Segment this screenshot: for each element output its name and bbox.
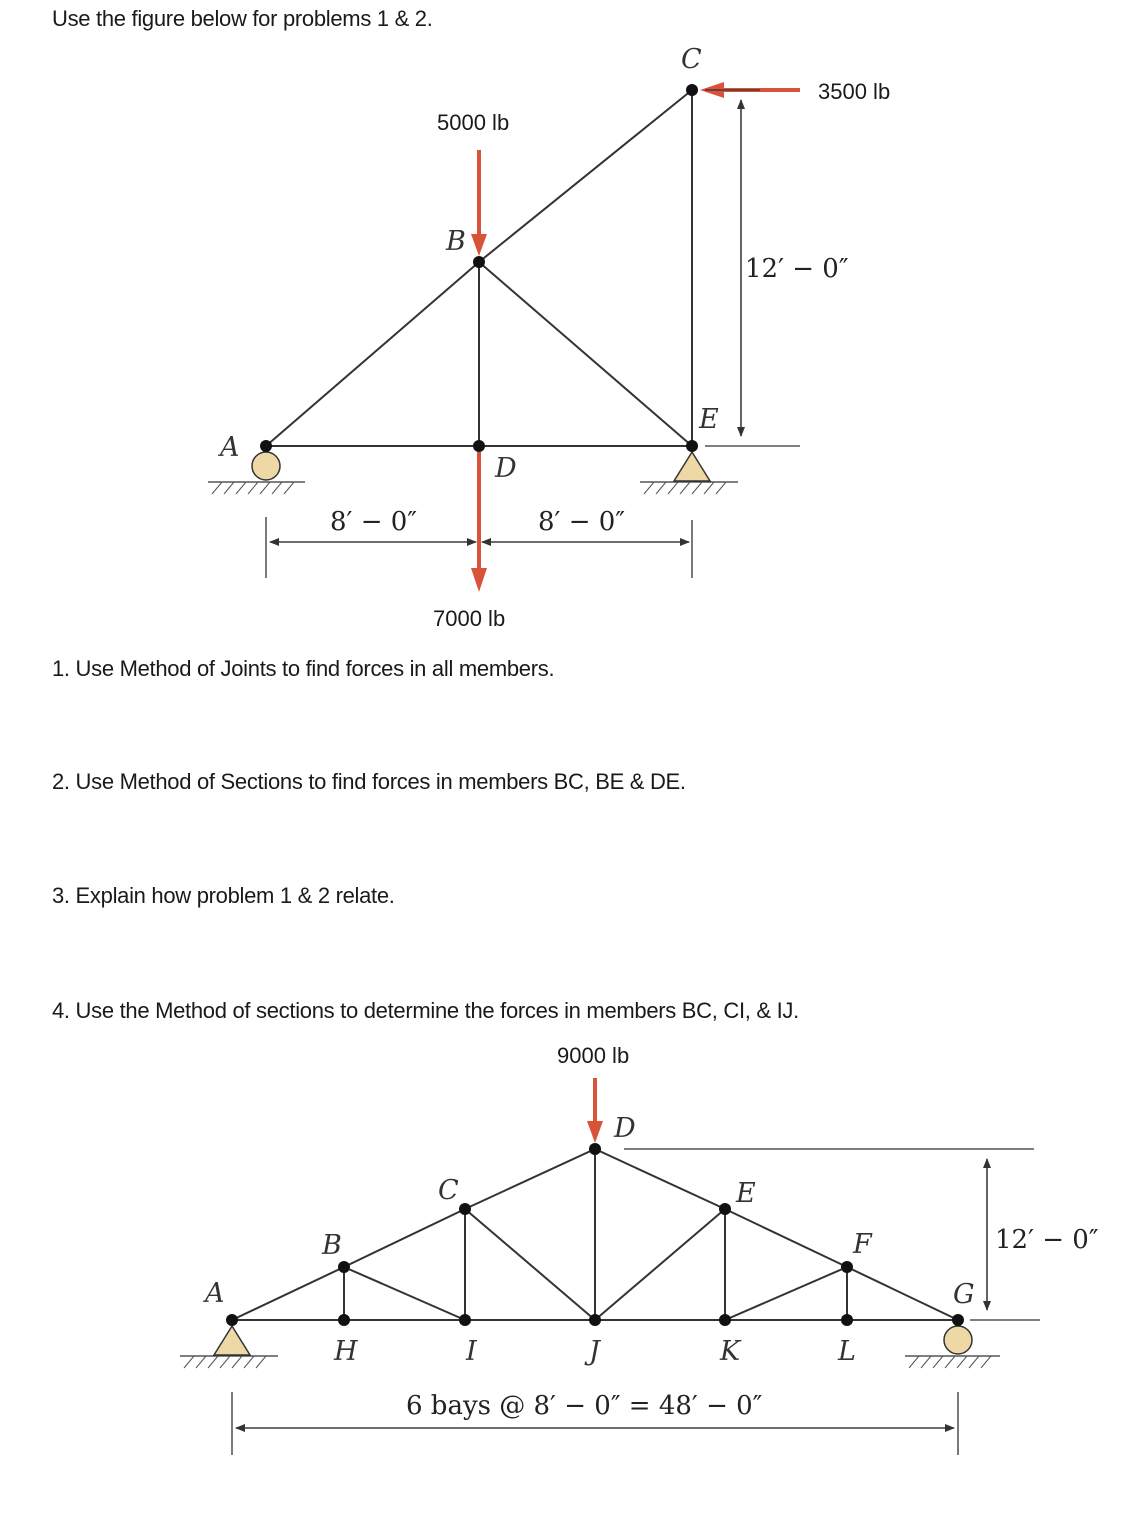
member-EJ	[595, 1209, 725, 1320]
left-span-label: 8′ − 0″	[330, 507, 418, 537]
member-CJ	[465, 1209, 595, 1320]
member-BE	[479, 262, 692, 446]
height-dimension-label: 12′ − 0″	[745, 254, 849, 284]
joint-A2-dot	[226, 1314, 238, 1326]
joint-I2-dot	[459, 1314, 471, 1326]
joint-K2-dot	[719, 1314, 731, 1326]
load-arrow-D	[471, 452, 487, 592]
joint-K2-label: K	[720, 1336, 741, 1367]
joint-B2-dot	[338, 1261, 350, 1273]
joint-D-label: D	[495, 453, 517, 484]
joint-C2-dot	[459, 1203, 471, 1215]
joint-B-dot	[473, 256, 485, 268]
load-arrow-B	[471, 150, 487, 256]
joint-E-label: E	[699, 404, 719, 435]
joint-A2-label: A	[205, 1278, 225, 1309]
joint-F2-dot	[841, 1261, 853, 1273]
roller-support-G	[905, 1326, 1000, 1368]
question-2: 2. Use Method of Sections to find forces in members BC, BE & DE.	[52, 769, 686, 794]
height-dimension-2-label: 12′ − 0″	[995, 1225, 1099, 1255]
intro-text: Use the figure below for problems 1 & 2.	[52, 6, 433, 31]
member-BC	[479, 90, 692, 262]
load-label-B: 5000 lb	[437, 110, 510, 135]
question-1: 1. Use Method of Joints to find forces in all members.	[52, 656, 555, 681]
joint-A-label: A	[220, 432, 240, 463]
joint-H2-label: H	[334, 1336, 358, 1367]
joint-B2-label: B	[322, 1230, 342, 1261]
joint-D-dot	[473, 440, 485, 452]
joint-C-dot	[686, 84, 698, 96]
load-label-D2: 9000 lb	[557, 1043, 630, 1068]
load-label-D: 7000 lb	[433, 606, 506, 631]
question-4: 4. Use the Method of sections to determine the forces in members BC, CI, & IJ.	[52, 998, 799, 1023]
joint-E2-label: E	[736, 1178, 756, 1209]
joint-J2-dot	[589, 1314, 601, 1326]
joint-G2-label: G	[953, 1279, 975, 1310]
joint-B-label: B	[446, 226, 466, 257]
figure-2	[180, 1043, 1099, 1455]
joint-H2-dot	[338, 1314, 350, 1326]
question-3: 3. Explain how problem 1 & 2 relate.	[52, 883, 395, 908]
pin-support-E	[640, 452, 738, 494]
joint-E-dot	[686, 440, 698, 452]
joint-L2-label: L	[838, 1336, 856, 1367]
joint-A-dot	[260, 440, 272, 452]
height-dimension-2	[624, 1149, 1040, 1320]
joint-D2-dot	[589, 1143, 601, 1155]
joint-E2-dot	[719, 1203, 731, 1215]
joint-I2-label: I	[466, 1336, 477, 1367]
load-arrow-D2	[587, 1078, 603, 1143]
joint-C2-label: C	[438, 1175, 459, 1206]
joint-J2-label: J	[589, 1336, 600, 1367]
joint-C-label: C	[681, 44, 702, 75]
member-FK	[725, 1267, 847, 1320]
span-dimension-2-label: 6 bays @ 8′ − 0″ = 48′ − 0″	[406, 1391, 763, 1421]
member-AB	[266, 262, 479, 446]
pin-support-A	[180, 1326, 278, 1368]
figure-1	[208, 44, 890, 631]
joint-L2-dot	[841, 1314, 853, 1326]
member-BI	[344, 1267, 465, 1320]
joint-F2-label: F	[853, 1229, 872, 1260]
joint-D2-label: D	[614, 1113, 636, 1144]
joint-G2-dot	[952, 1314, 964, 1326]
right-span-label: 8′ − 0″	[538, 507, 626, 537]
load-label-C: 3500 lb	[818, 79, 891, 104]
